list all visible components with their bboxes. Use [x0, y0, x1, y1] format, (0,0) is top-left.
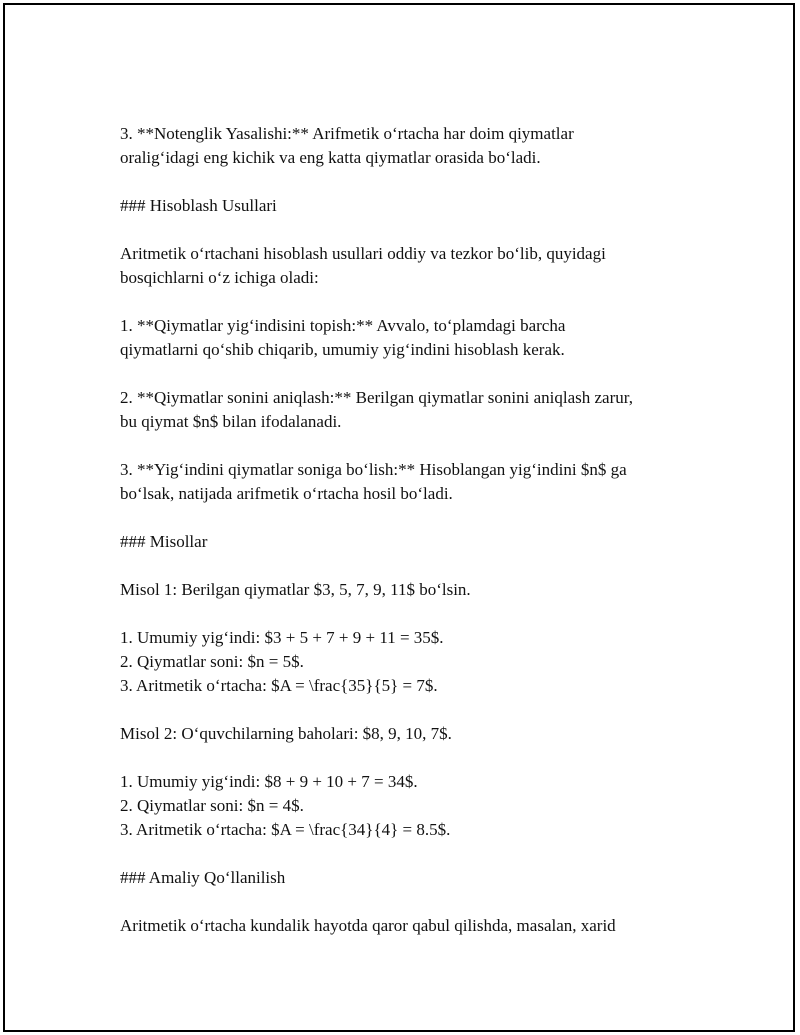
paragraph-example-1: Misol 1: Berilgan qiymatlar $3, 5, 7, 9, 11$ bo‘lsin. [120, 580, 471, 599]
paragraph-step-3: 3. **Yig‘indini qiymatlar soniga bo‘lish:** Hisoblangan yig‘indini $n$ ga bo‘lsak, natijada arifmetik o‘rtacha hosil bo‘ladi. [120, 460, 627, 503]
document-body [120, 122, 690, 938]
paragraph-practical-use: Aritmetik o‘rtacha kundalik hayotda qaror qabul qilishda, masalan, xarid [120, 916, 616, 935]
paragraph-methods-intro: Aritmetik o‘rtachani hisoblash usullari oddiy va tezkor bo‘lib, quyidagi bosqichlarni o‘z ichiga oladi: [120, 244, 606, 287]
list-example-1-steps: 1. Umumiy yig‘indi: $3 + 5 + 7 + 9 + 11 = 35$. 2. Qiymatlar soni: $n = 5$. 3. Aritmetik o‘rtacha: $A = \frac{35}{5} = 7$. [120, 628, 444, 695]
paragraph-step-2: 2. **Qiymatlar sonini aniqlash:** Berilgan qiymatlar sonini aniqlash zarur, bu qiymat $n$ bilan ifodalanadi. [120, 388, 633, 431]
list-example-2-steps: 1. Umumiy yig‘indi: $8 + 9 + 10 + 7 = 34$. 2. Qiymatlar soni: $n = 4$. 3. Aritmetik o‘rtacha: $A = \frac{34}{4} = 8.5$. [120, 772, 451, 839]
paragraph-step-1: 1. **Qiymatlar yig‘indisini topish:** Avvalo, to‘plamdagi barcha qiymatlarni qo‘shib chiqarib, umumiy yig‘indini hisoblash kerak. [120, 316, 566, 359]
page-frame [3, 3, 795, 1032]
heading-calculation-methods: ### Hisoblash Usullari [120, 196, 277, 215]
paragraph-example-2: Misol 2: O‘quvchilarning baholari: $8, 9, 10, 7$. [120, 724, 452, 743]
paragraph-inequality: 3. **Notenglik Yasalishi:** Arifmetik o‘rtacha har doim qiymatlar oralig‘idagi eng kichik va eng katta qiymatlar orasida bo‘ladi. [120, 124, 574, 167]
heading-examples: ### Misollar [120, 532, 208, 551]
heading-practical-use: ### Amaliy Qo‘llanilish [120, 868, 286, 887]
